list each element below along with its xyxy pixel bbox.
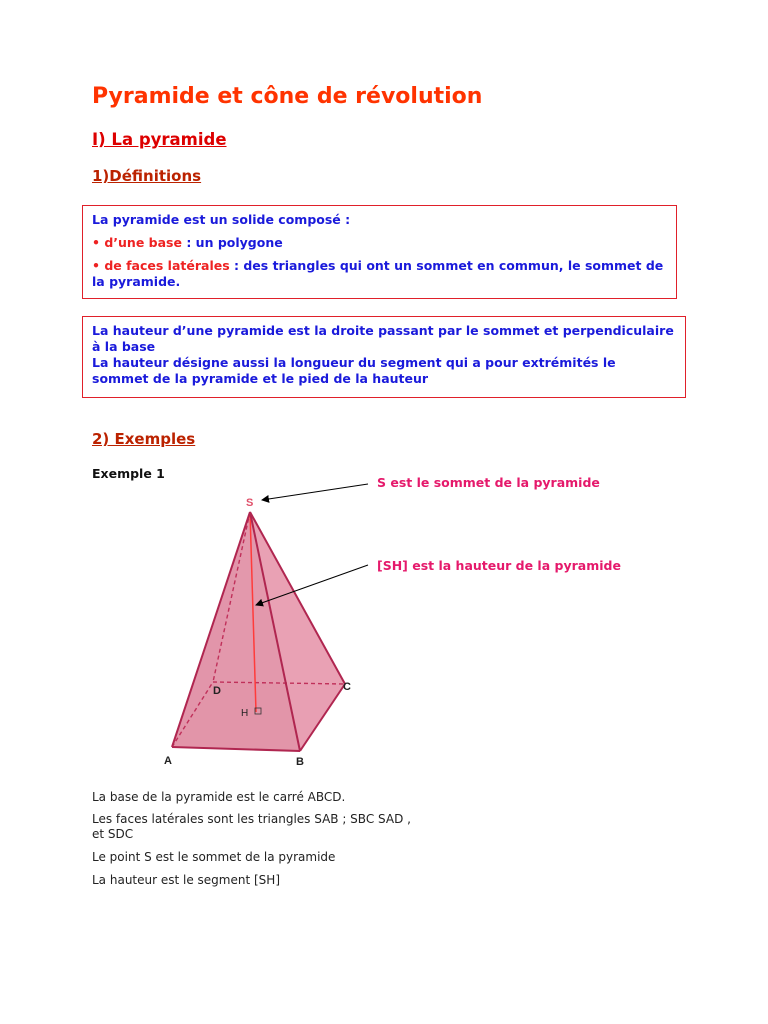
definition-faces-text: : des triangles qui ont un sommet en commun, le sommet de la pyramide. [92,258,664,289]
description-hauteur: La hauteur est le segment [SH] [92,873,280,887]
section-heading-pyramide: I) La pyramide [92,130,227,149]
label-c: C [343,681,351,693]
label-d: D [213,685,221,697]
subheading-definitions: 1)Définitions [92,167,202,185]
document-title: Pyramide et cône de révolution [92,84,483,109]
definition-base-text: : un polygone [181,235,283,250]
label-a: A [164,755,172,767]
label-s: S [246,497,254,509]
term-faces: • de faces latérales [92,258,230,273]
annotation-sommet: S est le sommet de la pyramide [377,475,600,490]
arrow-to-sommet [262,484,368,500]
description-sommet: Le point S est le sommet de la pyramide [92,850,336,864]
term-base: • d’une base [92,235,182,250]
hauteur-length-definition: La hauteur désigne aussi la longueur du segment qui a pour extrémités le sommet de la pyramide et le pied de la hauteur [92,355,616,386]
example-label: Exemple 1 [92,466,165,481]
hauteur-definition: La hauteur d’une pyramide est la droite passant par le sommet et perpendiculaire à la base [92,323,674,354]
label-b: B [296,756,304,768]
annotation-hauteur: [SH] est la hauteur de la pyramide [377,558,621,573]
description-base: La base de la pyramide est le carré ABCD. [92,790,346,804]
section-heading-exemples: 2) Exemples [92,430,196,448]
label-h: H [241,708,249,719]
description-faces: Les faces latérales sont les triangles SAB ; SBC SAD , et SDC [92,812,411,841]
definition-intro: La pyramide est un solide composé : [92,212,351,227]
